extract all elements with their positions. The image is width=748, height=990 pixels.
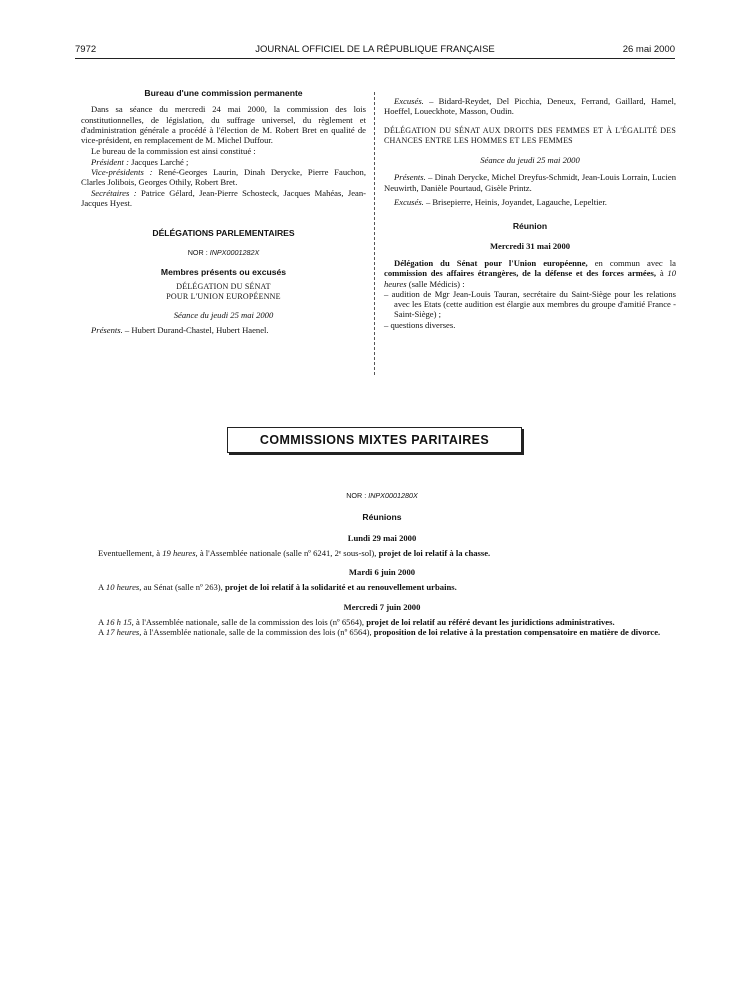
delegation-ue-line1: DÉLÉGATION DU SÉNAT [176, 282, 271, 292]
entry-mercredi-1-subject: projet de loi relatif au référé devant les juridictions administratives. [366, 617, 615, 628]
delegation-droits: DÉLÉGATION DU SÉNAT AUX DROITS DES FEMMES ET À L'ÉGALITÉ DES CHANCES ENTRE LES HOMMES ET LES FEMMES [384, 125, 676, 145]
vp-label: Vice-présidents : [91, 167, 153, 178]
delegation-ue-name: Délégation du Sénat pour l'Union européenne, [394, 257, 588, 268]
excuses-names: – Bidard-Reydet, Del Picchia, Deneux, Ferrand, Gaillard, Hamel, Hoeffel, Loueckhote, Masson, Oudin. [384, 96, 676, 117]
issue-date: 26 mai 2000 [622, 44, 675, 55]
bureau-paragraph: Dans sa séance du mercredi 24 mai 2000, la commission des lois constitutionnelles, de législation, du suffrage universel, du règlement et d'administration générale a procédé à l'élection de M. Robert Bret en qualité de vice-président, en remplacement de M. Michel Duffour. [81, 104, 366, 146]
presents-right [384, 172, 676, 193]
nor-line-1 [81, 248, 366, 258]
entry-mardi-place: au Sénat (salle nº 263), [141, 582, 225, 593]
entry-mercredi-1 [88, 617, 676, 627]
delegation-ue-line2: POUR L'UNION EUROPÉENNE [166, 292, 281, 302]
secretaires-label: Secrétaires : [91, 187, 137, 198]
presents-right-label: Présents. [394, 172, 426, 183]
left-column [81, 88, 366, 335]
date-lundi: Lundi 29 mai 2000 [347, 532, 417, 543]
entry-mercredi-2-time: 17 heures, [105, 627, 142, 638]
delegations-heading: DÉLÉGATIONS PARLEMENTAIRES [152, 228, 295, 239]
agenda-item-2: – questions diverses. [384, 319, 456, 330]
a-text: à [656, 268, 668, 279]
seance-left: Séance du jeudi 25 mai 2000 [173, 309, 274, 320]
entry-lundi [88, 548, 676, 558]
vp-names: René-Georges Laurin, Dinah Derycke, Pierre Fauchon, Clarles Jolibois, Georges Othily, Robert Bret. [81, 167, 366, 188]
vp-line [81, 167, 366, 188]
secretaires-names: Patrice Gélard, Jean-Pierre Schosteck, Jacques Mahéas, Jean-Jacques Hyest. [81, 187, 366, 208]
reunion-paragraph [384, 258, 676, 289]
presents-right-names: – Dinah Derycke, Michel Dreyfus-Schmidt, Jean-Louis Lorrain, Lucien Neuwirth, Danièle Pourtaud, Gisèle Printz. [384, 172, 676, 193]
entry-lundi-place: à l'Assemblée nationale (salle nº 6241, 2ᵉ sous-sol), [197, 547, 379, 558]
bureau-heading: Bureau d'une commission permanente [144, 88, 303, 98]
date-mercredi: Mercredi 7 juin 2000 [343, 601, 421, 612]
cmp-box-title: COMMISSIONS MIXTES PARITAIRES [227, 427, 522, 453]
entry-lundi-time: 19 heures, [162, 547, 198, 558]
entry-mardi-subject: projet de loi relatif à la solidarité et au renouvellement urbains. [224, 582, 457, 593]
excuses-label: Excusés. [394, 96, 424, 106]
entry-mercredi-2-pre: A [98, 627, 106, 638]
entry-mercredi-1-place: à l'Assemblée nationale, salle de la commission des lois (nº 6564), [133, 617, 367, 628]
en-commun-text: en commun avec la [587, 257, 676, 268]
entry-lundi-subject: projet de loi relatif à la chasse. [378, 547, 491, 558]
excuses2-label: Excusés. [394, 197, 424, 208]
entry-mardi [88, 582, 676, 592]
presents-names: – Hubert Durand-Chastel, Hubert Haenel. [122, 325, 269, 336]
excuses2-line [384, 197, 676, 207]
excuses-line [384, 96, 676, 117]
president-line [81, 157, 366, 167]
reunion-date: Mercredi 31 mai 2000 [489, 240, 571, 251]
reunion-salle: (salle Médicis) : [406, 278, 465, 289]
column-divider [374, 92, 375, 375]
commission-ae: commission des affaires étrangères, de la défense et des forces armées, [384, 268, 657, 279]
reunion-time: 10 heures [384, 268, 676, 289]
header-rule [75, 58, 675, 59]
nor-label-2: NOR : [346, 491, 367, 500]
entry-lundi-pre: Eventuellement, à [98, 547, 163, 558]
presents-label: Présents. [91, 325, 123, 336]
reunion-heading: Réunion [512, 221, 548, 232]
president-names: Jacques Larché ; [128, 156, 189, 167]
bureau-constitue: Le bureau de la commission est ainsi constitué : [91, 146, 256, 157]
reunions-heading: Réunions [362, 512, 402, 523]
presents-left [81, 325, 366, 335]
cmp-section [88, 491, 676, 638]
nor-value-2: INPX0001280X [368, 491, 418, 500]
date-mardi: Mardi 6 juin 2000 [348, 567, 416, 578]
excuses2-names: – Brisepierre, Heinis, Joyandet, Lagauche, Lepeltier. [423, 197, 607, 208]
president-label: Président : [91, 156, 129, 167]
entry-mercredi-1-pre: A [98, 617, 106, 628]
membres-heading: Membres présents ou excusés [160, 266, 287, 277]
entry-mercredi-2-place: à l'Assemblée nationale, salle de la commission des lois (nº 6564), [141, 627, 374, 638]
nor-value: INPX0001282X [209, 247, 260, 257]
agenda-item-1: – audition de Mgr Jean-Louis Tauran, secrétaire du Saint-Siège pour les relations avec les Etats (cette audition est élargie aux membres du groupe d'amitié France - Saint-Siège) ; [384, 288, 676, 320]
entry-mardi-time: 10 heures, [105, 582, 142, 593]
secretaires-line [81, 188, 366, 209]
entry-mercredi-1-time: 16 h 15, [105, 617, 134, 628]
entry-mercredi-2-subject: proposition de loi relative à la prestation compensatoire en matière de divorce. [373, 627, 661, 638]
seance-right: Séance du jeudi 25 mai 2000 [480, 155, 580, 166]
entry-mercredi-2 [88, 627, 676, 637]
page-number: 7972 [75, 44, 97, 55]
page-header [75, 44, 675, 58]
right-column [384, 96, 676, 330]
nor-line-2 [88, 491, 676, 501]
entry-mardi-pre: A [98, 582, 106, 593]
journal-title: JOURNAL OFFICIEL DE LA RÉPUBLIQUE FRANÇAISE [255, 44, 495, 55]
nor-label: NOR : [187, 247, 208, 257]
